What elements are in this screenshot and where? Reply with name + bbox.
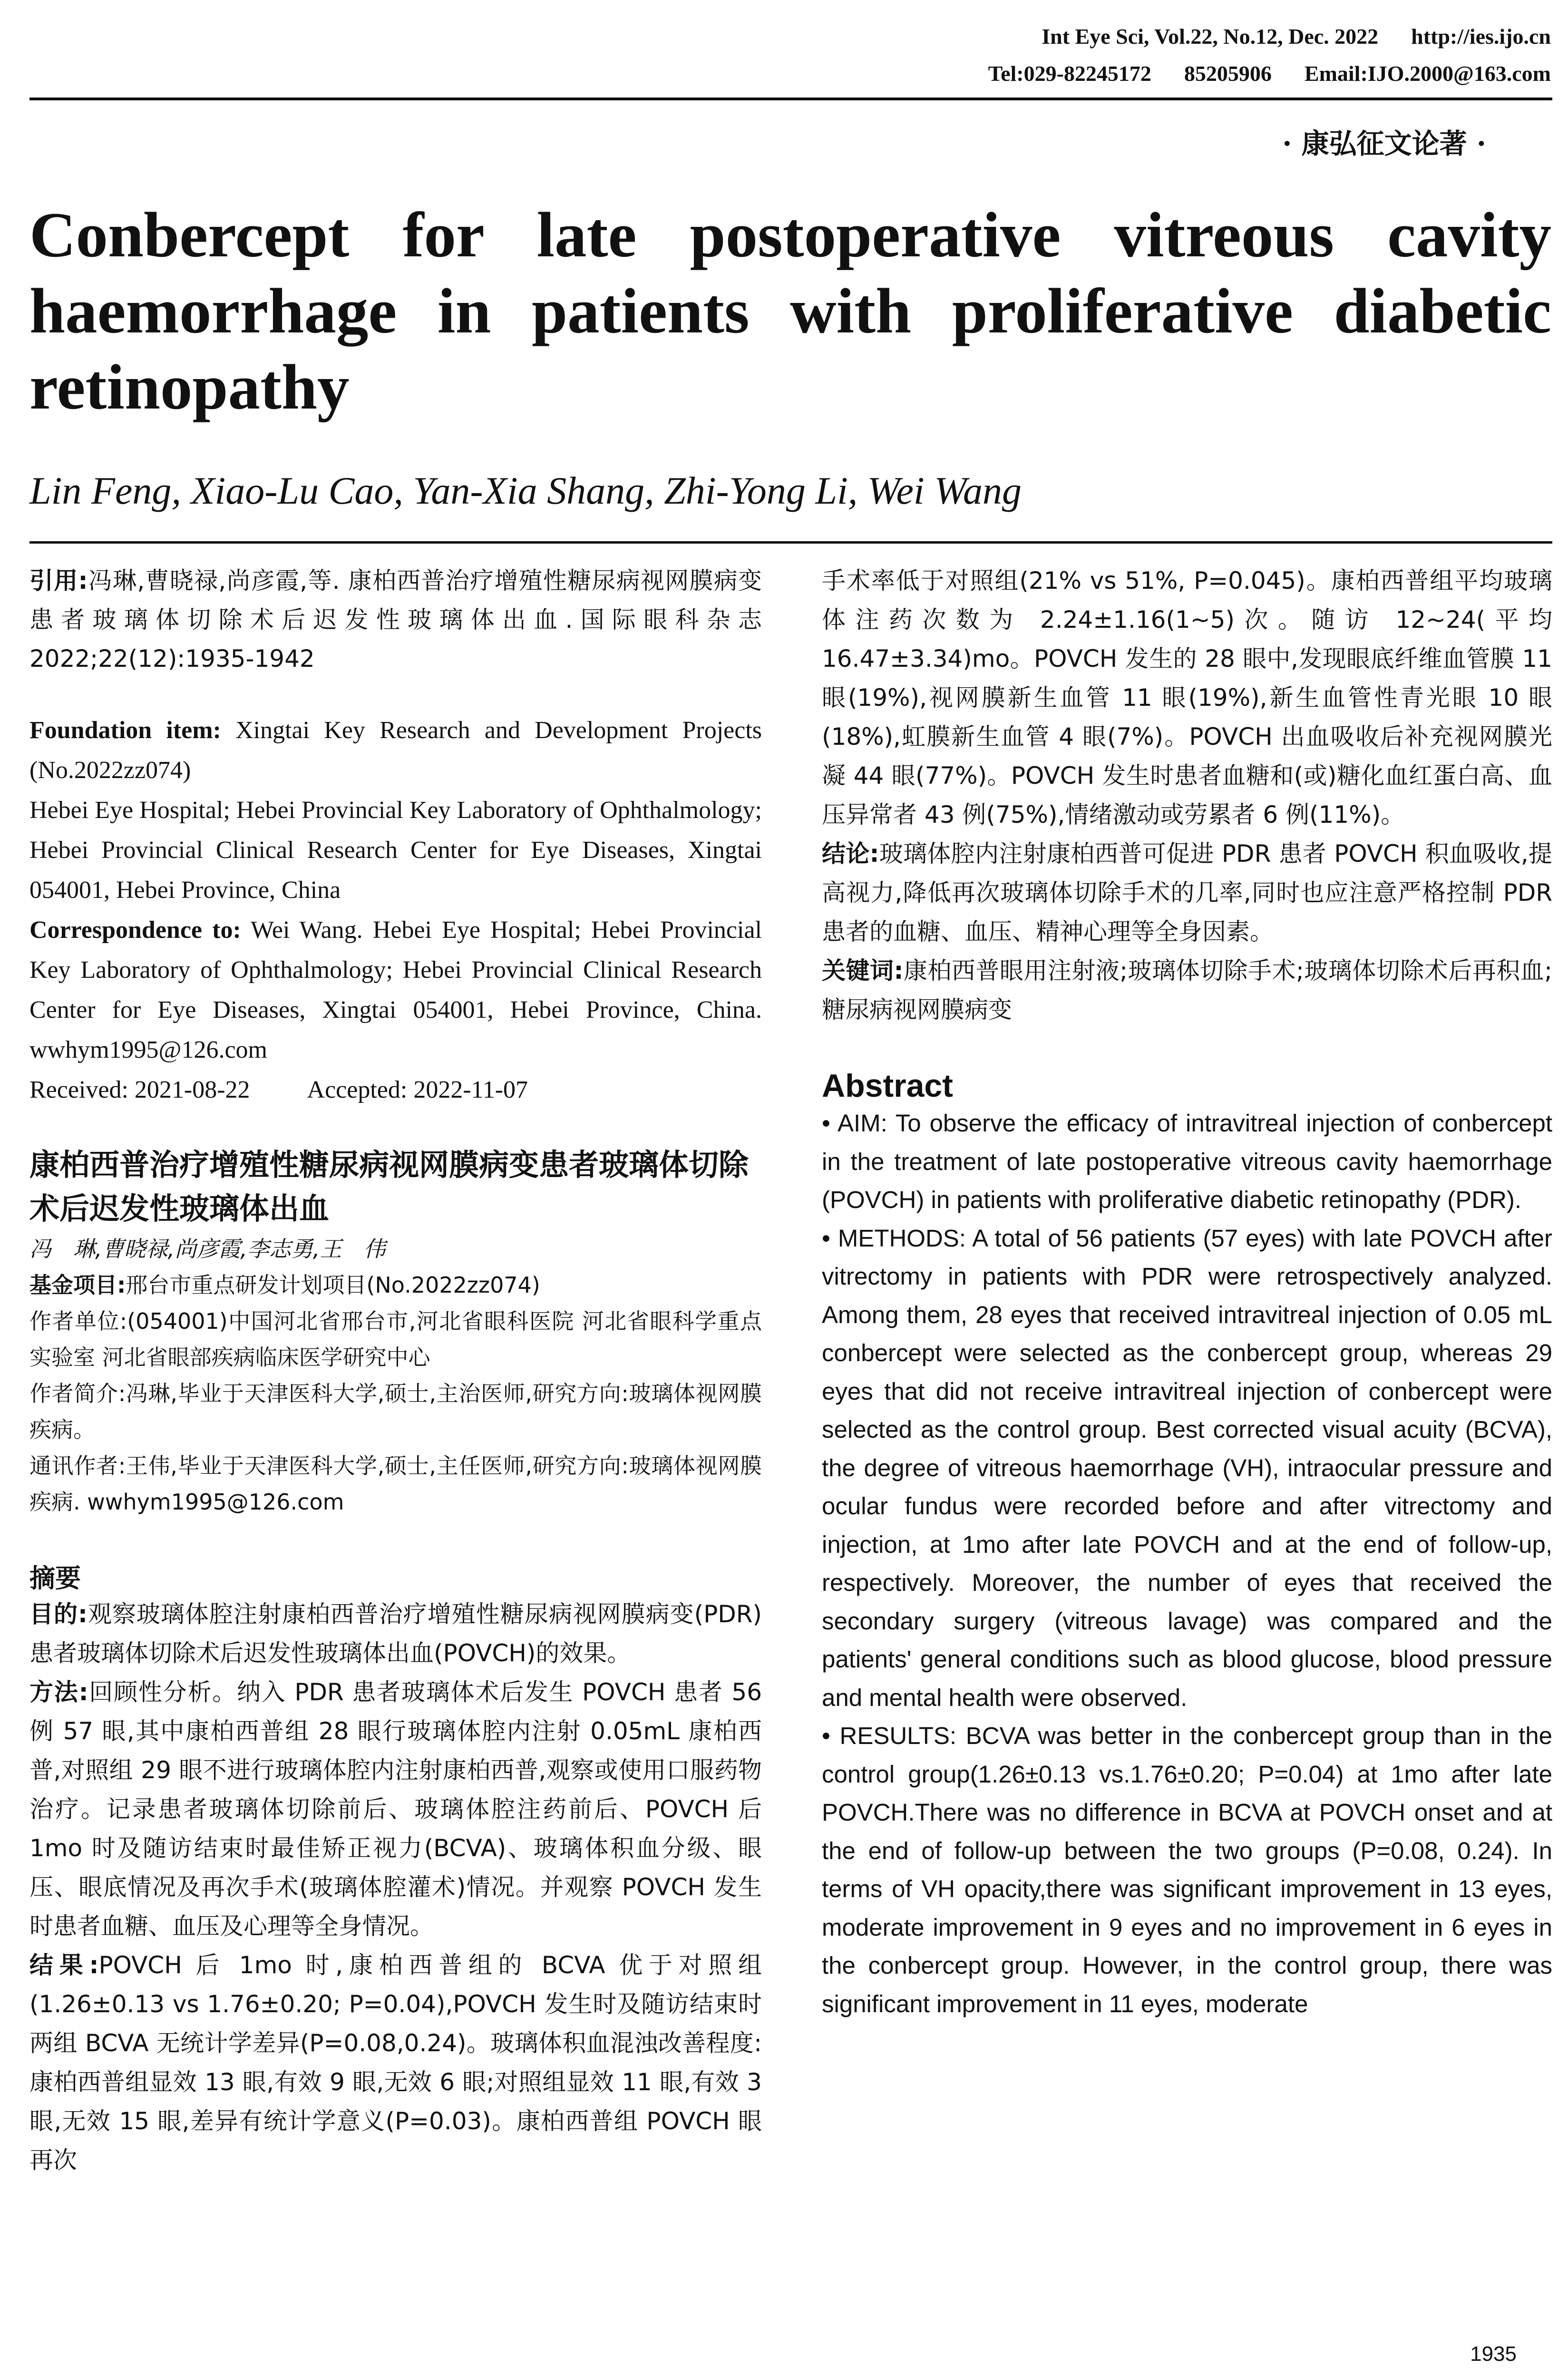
dates (29, 1070, 762, 1110)
article-authors: Lin Feng, Xiao-Lu Cao, Yan-Xia Shang, Zhi-Yong Li, Wei Wang (29, 469, 1022, 512)
zh-bio-label: 作者简介: (29, 1381, 126, 1406)
received-date: 2021-08-22 (134, 1076, 250, 1103)
citation (29, 561, 762, 678)
abstract-methods (822, 1219, 1552, 1717)
abstract-heading: Abstract (822, 1068, 953, 1104)
foundation-label: Foundation item: (29, 717, 221, 744)
zh-results-part1 (29, 1946, 762, 2180)
zh-aim-label: 目的: (29, 1600, 88, 1628)
zh-results-part2: 手术率低于对照组(21% vs 51%, P=0.045)。康柏西普组平均玻璃体注药次数为 2.24±1.16(1~5)次。随访 12~24(平均 16.47±3.34)mo。POVCH 发生的 28 眼中,发现眼底纤维血管膜 11 眼(19%),视网膜新生血管 11 眼(19%),新生血管性青光眼 10 眼(18%),虹膜新生血管 4 眼(7%)。POVCH 出血吸收后补充视网膜光凝 44 眼(77%)。POVCH 发生时患者血糖和(或)糖化血红蛋白高、血压异常者 43 例(75%),情绪激动或劳累者 6 例(11%)。 (822, 567, 1552, 828)
zh-bio-text: 冯琳,毕业于天津医科大学,硕士,主治医师,研究方向:玻璃体视网膜疾病。 (29, 1381, 762, 1442)
zh-unit-text: (054001)中国河北省邢台市,河北省眼科医院 河北省眼科学重点实验室 河北省眼部疾病临床医学研究中心 (29, 1308, 762, 1370)
article-title: Conbercept for late postoperative vitreous cavity haemorrhage in patients with proliferative diabetic retinopathy (29, 200, 1551, 423)
accepted-date: 2022-11-07 (413, 1076, 528, 1103)
page-number: 1935 (1470, 2342, 1517, 2366)
zh-aim-text: 观察玻璃体腔注射康柏西普治疗增殖性糖尿病视网膜病变(PDR)患者玻璃体切除术后迟发性玻璃体出血(POVCH)的效果。 (29, 1600, 762, 1667)
citation-label: 引用: (29, 567, 88, 594)
zh-fund-text: 邢台市重点研发计划项目(No.2022zz074) (126, 1272, 540, 1298)
zh-methods-text: 回顾性分析。纳入 PDR 患者玻璃体术后发生 POVCH 患者 56 例 57 眼,其中康柏西普组 28 眼行玻璃体腔内注射 0.05mL 康柏西普,对照组 29 眼不进行玻璃体腔内注射康柏西普,观察或使用口服药物治疗。记录患者玻璃体切除前后、玻璃体腔注药前后、POVCH 后 1mo 时及随访结束时最佳矫正视力(BCVA)、玻璃体积血分级、眼压、眼底情况及再次手术(玻璃体腔灌术)情况。并观察 POVCH 发生时患者血糖、血压及心理等全身情况。 (29, 1678, 762, 1940)
correspondence (29, 910, 762, 1070)
abstract-results-label: • RESULTS: (822, 1722, 957, 1749)
zh-results-label: 结果: (29, 1951, 99, 1979)
zh-fund-label: 基金项目: (29, 1272, 126, 1298)
zh-aim (29, 1595, 762, 1673)
correspondence-label: Correspondence to: (29, 916, 241, 944)
zh-methods-label: 方法: (29, 1678, 88, 1706)
journal-header-line1: Int Eye Sci, Vol.22, No.12, Dec. 2022 http://ies.ijo.cn (1042, 24, 1551, 49)
abstract-results-text: BCVA was better in the conbercept group than in the control group(1.26±0.13 vs.1.76±0.20; P=0.04) at 1mo after late POVCH.There was no difference in BCVA at POVCH onset and at the end of follow-up between the two groups (P=0.08, 0.24). In terms of VH opacity,there was significant improvement in 13 eyes, moderate improvement in 9 eyes and no improvement in 6 eyes in the conbercept group. However, in the control group, there was significant improvement in 11 eyes, moderate (822, 1722, 1553, 2017)
foundation-item (29, 711, 762, 790)
received-label: Received: (29, 1076, 128, 1103)
zh-corr (29, 1448, 762, 1520)
affiliation: Hebei Eye Hospital; Hebei Provincial Key Laboratory of Ophthalmology; Hebei Provincial Clinical Research Center for Eye Diseases, Xingtai 054001, Hebei Province, China (29, 797, 762, 904)
zh-keywords-text: 康柏西普眼用注射液;玻璃体切除手术;玻璃体切除术后再积血;糖尿病视网膜病变 (822, 957, 1552, 1023)
abstract-aim-text: To observe the efficacy of intravitreal injection of conbercept in the treatment of late postoperative vitreous cavity haemorrhage (POVCH) in patients with proliferative diabetic retinopathy (PDR). (822, 1110, 1552, 1213)
zh-unit-label: 作者单位: (29, 1308, 127, 1334)
zh-conclusion (822, 834, 1552, 951)
zh-article-title: 康柏西普治疗增殖性糖尿病视网膜病变患者玻璃体切除术后迟发性玻璃体出血 (29, 1148, 749, 1226)
zh-results-text-left: POVCH 后 1mo 时,康柏西普组的 BCVA 优于对照组(1.26±0.13 vs 1.76±0.20; P=0.04),POVCH 发生时及随访结束时两组 BCVA 无统计学差异(P=0.08,0.24)。玻璃体积血混浊改善程度:康柏西普组显效 13 眼,有效 9 眼,无效 6 眼;对照组显效 11 眼,有效 3 眼,无效 15 眼,差异有统计学意义(P=0.03)。康柏西普组 POVCH 眼再次 (29, 1951, 762, 2174)
zh-conclusion-text: 玻璃体腔内注射康柏西普可促进 PDR 患者 POVCH 积血吸收,提高视力,降低再次玻璃体切除手术的几率,同时也应注意严格控制 PDR 患者的血糖、血压、精神心理等全身因素。 (822, 840, 1553, 945)
zh-bio (29, 1375, 762, 1448)
zh-corr-label: 通讯作者: (29, 1453, 126, 1479)
zh-methods (29, 1673, 762, 1946)
section-label: · 康弘征文论著 · (1282, 127, 1486, 160)
zh-authors: 冯 琳,曹晓禄,尚彦霞,李志勇,王 伟 (29, 1236, 386, 1262)
zh-conclusion-label: 结论: (822, 840, 879, 867)
zh-abstract-heading: 摘要 (29, 1563, 81, 1593)
zh-corr-text: 王伟,毕业于天津医科大学,硕士,主任医师,研究方向:玻璃体视网膜疾病. wwhym1995@126.com (29, 1453, 762, 1515)
zh-keywords (822, 951, 1552, 1029)
correspondence-text: Wei Wang. Hebei Eye Hospital; Hebei Provincial Key Laboratory of Ophthalmology; Hebei Provincial Clinical Research Center for Eye Diseases, Xingtai 054001, Hebei Province, China. wwhym1995@126.com (29, 916, 762, 1063)
abstract-methods-text: A total of 56 patients (57 eyes) with late POVCH after vitrectomy in patients with PDR were retrospectively analyzed. Among them, 28 eyes that received intravitreal injection of 0.05 mL conbercept were selected as the conbercept group, whereas 29 eyes that did not receive intravitreal injection of conbercept were selected as the control group. Best corrected visual acuity (BCVA), the degree of vitreous haemorrhage (VH), intraocular pressure and ocular fundus were recorded before and after vitrectomy and injection, at 1mo after late POVCH and at the end of follow-up, respectively. Moreover, the number of eyes that received the secondary surgery (vitreous lavage) was compared and the patients' general conditions such as blood glucose, blood pressure and mental health were observed. (822, 1224, 1553, 1711)
zh-fund (29, 1267, 762, 1303)
accepted-label: Accepted: (307, 1076, 408, 1103)
abstract-results (822, 1717, 1552, 2023)
right-column (822, 561, 1552, 2023)
zh-keywords-label: 关键词: (822, 957, 904, 984)
left-column (29, 561, 762, 2180)
zh-unit (29, 1303, 762, 1375)
abstract-methods-label: • METHODS: (822, 1224, 966, 1252)
abstract-aim (822, 1104, 1552, 1219)
journal-header-line2: Tel:029-82245172 85205906 Email:IJO.2000@163.com (988, 61, 1551, 86)
abstract-aim-label: • AIM: (822, 1110, 887, 1137)
foundation-text: Xingtai Key Research and Development Projects (No.2022zz074) (29, 717, 762, 784)
citation-text: 冯琳,曹晓禄,尚彦霞,等. 康柏西普治疗增殖性糖尿病视网膜病变患者玻璃体切除术后迟发性玻璃体出血.国际眼科杂志 2022;22(12):1935-1942 (29, 567, 762, 672)
title-rule (29, 541, 1552, 544)
header-rule (29, 97, 1552, 100)
